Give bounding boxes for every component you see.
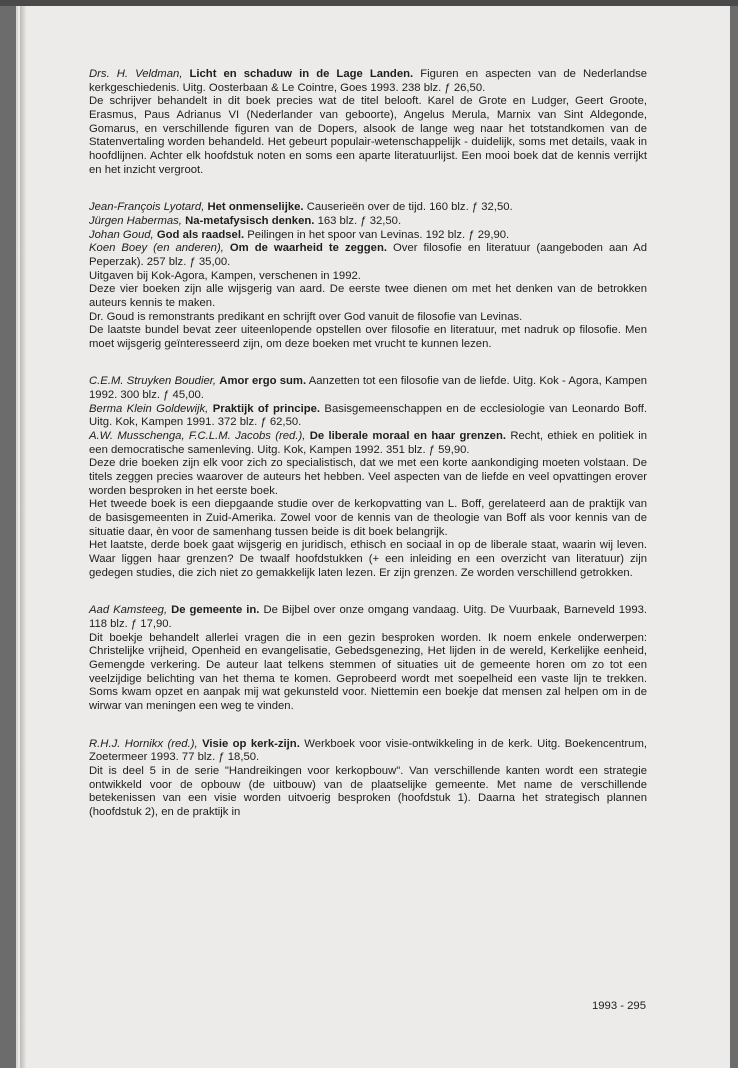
book-entry [89,242,647,269]
book-entry [89,201,647,215]
book-title: Om de waarheid te zeggen. [229,242,387,255]
book-author: Jürgen Habermas, [89,214,182,227]
review-paragraph: Dit boekje behandelt allerlei vragen die in een gezin besproken worden. Ik noem enkele onderwerpen: Christelijke vrijheid, Openheid en evangelisatie, Gebedsgenezing, Het lijden in de wereld, Kerkelijke eenheid, Gemengde verkering. De auteur laat telkens stemmen of situaties uit de gemeente horen om zo tot een veelzijdige belichting van het thema te komen. Geprobeerd wordt met soepelheid een vaste lijn te trekken. Soms kwam opzet en aanpak mij wat gekunsteld voor. Niettemin een boekje dat mensen zal helpen om in de wirwar van meningen een weg te vinden. [89,631,647,712]
review-paragraph: De laatste bundel bevat zeer uiteenlopende opstellen over filosofie en literatuur, met nadruk op filosofie. Men moet wijsgerig geïnteresseerd zijn, om deze boeken met vrucht te kunnen lezen. [89,324,647,350]
book-title: Visie op kerk-zijn. [202,737,300,750]
book-title: De liberale moraal en haar grenzen. [309,430,506,443]
book-title: Praktijk of principe. [212,402,321,415]
book-details: Over filosofie en literatuur (aangeboden aan Ad Peperzak). 257 blz. ƒ 35,00. [89,242,648,268]
book-details: 163 blz. ƒ 32,50. [317,214,402,227]
book-entry [89,430,647,457]
book-entry [89,604,647,631]
book-author: Jean-François Lyotard, [89,201,205,214]
book-details: Recht, ethiek en politiek in een democratische samenleving. Uitg. Kok, Kampen 1992. 351 blz. ƒ 59,90. [89,430,648,456]
book-author: R.H.J. Hornikx (red.), [89,737,198,750]
book-details: Peilingen in het spoor van Levinas. 192 blz. ƒ 29,90. [247,228,510,241]
book-title: Licht en schaduw in de Lage Landen. [189,68,414,80]
book-title: Na-metafysisch denken. [185,214,315,227]
review-hornikx [89,738,647,820]
book-details: Aanzetten tot een filosofie van de liefde. Uitg. Kok - Agora, Kampen 1992. 300 blz. ƒ 45,00. [89,375,648,402]
review-paragraph: Dr. Goud is remonstrants predikant en schrijft over God vanuit de filosofie van Levinas. [89,310,523,323]
book-author: Aad Kamsteeg, [89,604,168,617]
book-title: God als raadsel. [156,228,245,241]
review-paragraph: Dit is deel 5 in de serie "Handreikingen voor kerkopbouw". Van verschillende kanten wordt een strategie ontwikkeld voor de opbouw (de uitbouw) van de plaatselijke gemeente. Met name de verschillende betekenissen van een visie worden uitvoerig besproken (hoofdstuk 1). Daarna het strategisch plannen (hoofdstuk 2), en de praktijk in [89,764,647,818]
book-author: Koen Boey (en anderen), [89,242,224,255]
book-entry [89,375,647,402]
review-paragraph: Het laatste, derde boek gaat wijsgerig en juridisch, ethisch en sociaal in op de liberale staat, waarin wij leven. Waar liggen haar grenzen? De twaalf hoofdstukken (+ een inleiding en een overzicht van literatuur) zijn gedegen studies, die zich niet zo gemakkelijk laten lezen. Er zijn grenzen. Ze worden verschillend getrokken. [89,539,647,579]
book-author: A.W. Musschenga, F.C.L.M. Jacobs (red.), [89,430,306,443]
book-title: Amor ergo sum. [219,375,307,388]
review-paragraph: Het tweede boek is een diepgaande studie over de kerkopvatting van L. Boff, gerelateerd aan de praktijk van de basisgemeenten in Zuid-Amerika. Zowel voor de kennis van de theologie van Boff als voor kennis van de situatie daar, èn voor de samenhang tussen beide is dit boek belangrijk. [89,498,647,538]
review-kamsteeg [89,604,647,713]
book-details: De Bijbel over onze omgang vandaag. Uitg. De Vuurbaak, Barneveld 1993. 118 blz. ƒ 17,90. [89,604,648,630]
review-philosophy-books [89,201,647,351]
book-author: C.E.M. Struyken Boudier, [89,375,217,388]
page-binding-shadow [20,6,26,1068]
book-author: Drs. H. Veldman, [89,68,183,80]
book-author: Johan Goud, [89,228,154,241]
book-entry [89,738,647,765]
page-number: 1993 - 295 [591,1000,646,1012]
book-title: Het onmenselijke. [207,201,304,214]
book-details: Figuren en aspecten van de Nederlandse kerkgeschiedenis. Uitg. Oosterbaan & Le Cointre, Goes 1993. 238 blz. ƒ 26,50. [89,68,648,94]
book-entry [89,403,647,430]
book-entry [89,229,647,243]
review-three-books [89,375,647,580]
book-details: Causerieën over de tijd. 160 blz. ƒ 32,50. [306,201,513,214]
page-body [89,68,647,844]
book-details: Werkboek voor visie-ontwikkeling in de kerk. Uitg. Boekencentrum, Zoetermeer 1993. 77 blz. ƒ 18,50. [89,737,648,764]
review-paragraph: Uitgaven bij Kok-Agora, Kampen, verschenen in 1992. [89,269,361,282]
book-entry [89,215,647,229]
book-details: Basisgemeenschappen en de ecclesiologie van Leonardo Boff. Uitg. Kok, Kampen 1991. 372 blz. ƒ 62,50. [89,402,648,429]
review-paragraph: De schrijver behandelt in dit boek precies wat de titel belooft. Karel de Grote en Ludger, Geert Groote, Erasmus, Paus Adrianus VI (Nederlander van geboorte), Angelus Merula, Marnix van Sint Aldegonde, Gomarus, en verschillende figuren van de Dopers, alsook de lange weg naar het totstandkomen van de Statenvertaling worden behandeld. Het gebeurt populair-wetenschappelijk - duidelijk, soms met details, vaak in hoofdlijnen. Achter elk hoofdstuk noten en soms een aparte literatuurlijst. Een mooi boek dat de kennis verrijkt en het inzicht vergroot. [89,95,647,176]
book-entry [89,68,647,95]
review-paragraph: Deze vier boeken zijn alle wijsgerig van aard. De eerste twee dienen om met het denken van de betrokken auteurs kennis te maken. [89,283,647,309]
review-veldman [89,68,647,177]
book-title: De gemeente in. [171,604,260,617]
review-paragraph: Deze drie boeken zijn elk voor zich zo specialistisch, dat we met een korte aankondiging moeten volstaan. De titels zeggen precies waarover de auteurs het hebben. Veel aspecten van de liefde en veel opvattingen erover worden besproken in het eerste boek. [89,457,647,497]
book-author: Berma Klein Goldewijk, [89,402,209,415]
